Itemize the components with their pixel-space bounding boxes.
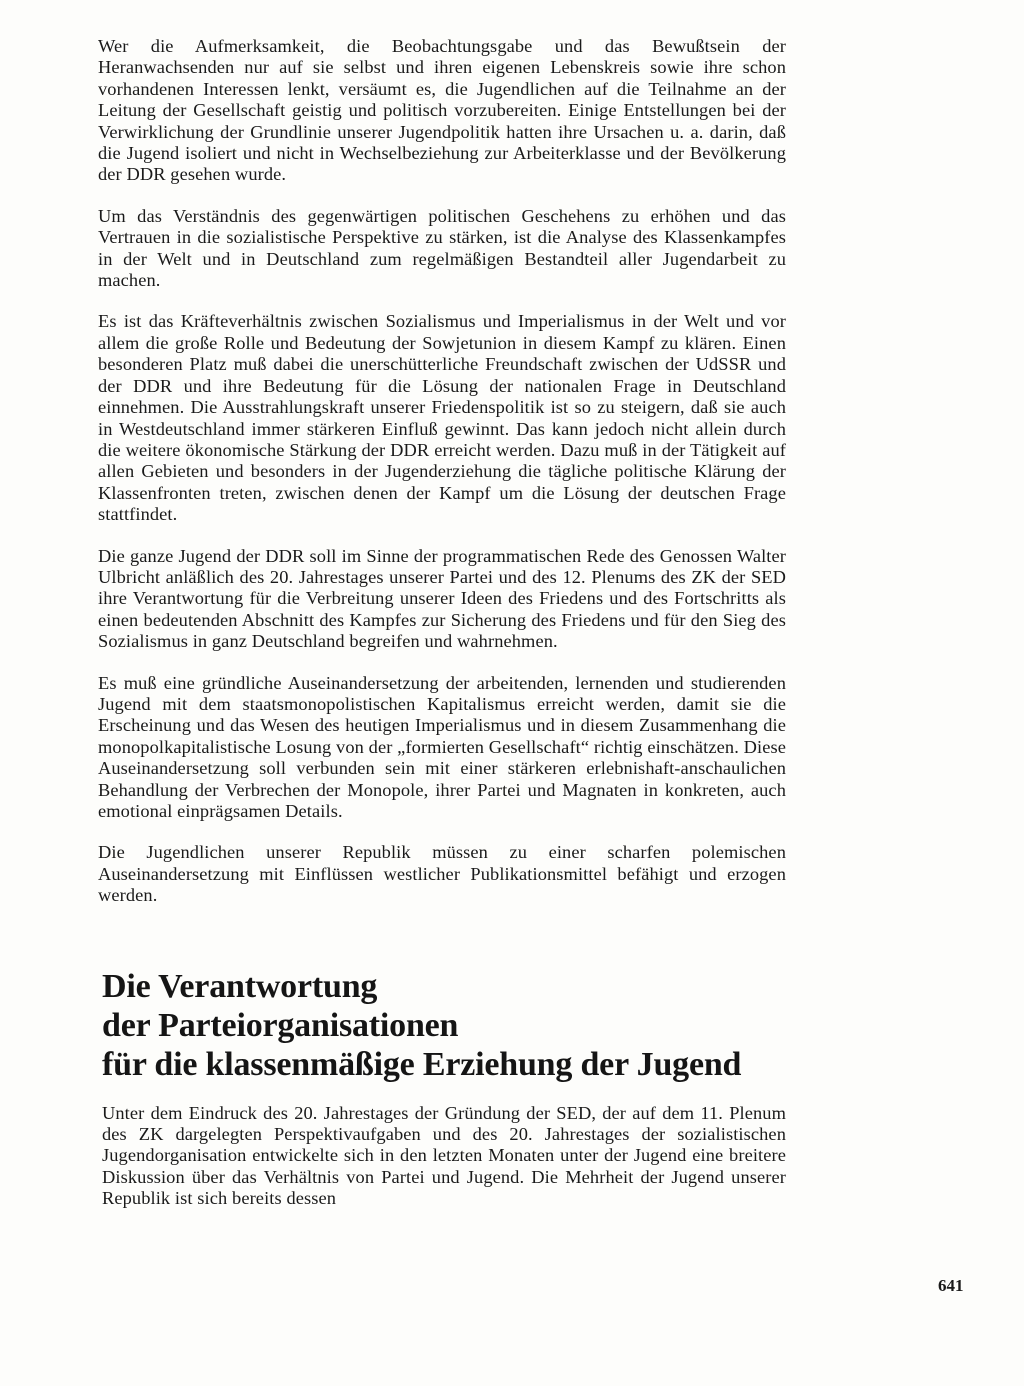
paragraph-6: Die Jugendlichen unserer Republik müssen zu einer scharfen polemischen Auseinandersetzung mit Einflüssen westlicher Publikationsmittel befähigt und erzogen werden. [98, 842, 786, 906]
heading-line-3: für die klassenmäßige Erziehung der Jugend [102, 1045, 742, 1083]
paragraph-final: Unter dem Eindruck des 20. Jahrestages der Gründung der SED, der auf dem 11. Plenum des ZK dargelegten Perspektivaufgaben und des 20. Jahrestages der sozialistischen Jugendorganisation entwickelte sich in den letzten Monaten unter der Jugend eine breitere Diskussion über das Verhältnis von Partei und Jugend. Die Mehrheit der Jugend unserer Republik ist sich bereits dessen [102, 1102, 786, 1209]
heading-line-2: der Parteiorganisationen [102, 1006, 459, 1044]
paragraph-4: Die ganze Jugend der DDR soll im Sinne der programmatischen Rede des Genossen Walter Ulbricht anläßlich des 20. Jahrestages unserer Partei und des 12. Plenums des ZK der SED ihre Verantwortung für die Verbreitung unserer Ideen des Friedens und des Fortschritts als einen bedeutenden Abschnitt des Kampfes zur Sicherung des Friedens und für den Sieg des Sozialismus in ganz Deutschland begreifen und wahrnehmen. [98, 545, 786, 652]
paragraph-2: Um das Verständnis des gegenwärtigen politischen Geschehens zu erhöhen und das Vertrauen in die sozialistische Perspektive zu stärken, ist die Analyse des Klassenkampfes in der Welt und in Deutschland zum regelmäßigen Bestandteil aller Jugendarbeit zu machen. [98, 205, 786, 291]
page-content [98, 36, 786, 1230]
paragraph-5: Es muß eine gründliche Auseinandersetzung der arbeitenden, lernenden und studierenden Jugend mit dem staatsmonopolistischen Kapitalismus erreicht werden, damit sie die Erscheinung und das Wesen des heutigen Imperialismus und in diesem Zusammenhang die monopolkapitalistische Losung von der „formierten Gesellschaft“ richtig einschätzen. Diese Auseinandersetzung soll verbunden sein mit einer stärkeren erlebnishaft-anschaulichen Behandlung der Verbrechen der Monopole, ihrer Partei und Magnaten in konkreten, auch emotional einprägsamen Details. [98, 672, 786, 821]
section-heading [102, 967, 786, 1084]
paragraph-1: Wer die Aufmerksamkeit, die Beobachtungsgabe und das Bewußtsein der Heranwachsenden nur auf sie selbst und ihren eigenen Lebenskreis sowie ihre schon vorhandenen Interessen lenkt, versäumt es, die Jugendlichen auf die Teilnahme an der Leitung der Gesellschaft geistig und politisch vorzubereiten. Einige Entstellungen bei der Verwirklichung der Grundlinie unserer Jugendpolitik hatten ihre Ursachen u. a. darin, daß die Jugend isoliert und nicht in Wechselbeziehung zur Arbeiterklasse und der Bevölkerung der DDR gesehen wurde. [98, 36, 786, 185]
paragraph-3: Es ist das Kräfteverhältnis zwischen Sozialismus und Imperialismus in der Welt und vor allem die große Rolle und Bedeutung der Sowjetunion in diesem Kampf zu klären. Einen besonderen Platz muß dabei die unerschütterliche Freundschaft zwischen der UdSSR und der DDR und ihre Bedeutung für die Lösung der nationalen Frage in Deutschland einnehmen. Die Ausstrahlungskraft unserer Friedenspolitik ist so zu steigern, daß sie auch in Westdeutschland immer stärkeren Einfluß gewinnt. Das kann jedoch nicht allein durch die weitere ökonomische Stärkung der DDR erreicht werden. Dazu muß in der Tätigkeit auf allen Gebieten und besonders in der Jugenderziehung die tägliche politische Klärung der Klassenfronten treten, zwischen denen der Kampf um die Lösung der deutschen Frage stattfindet. [98, 311, 786, 525]
page-number: 641 [938, 1276, 964, 1295]
heading-line-1: Die Verantwortung [102, 967, 378, 1005]
